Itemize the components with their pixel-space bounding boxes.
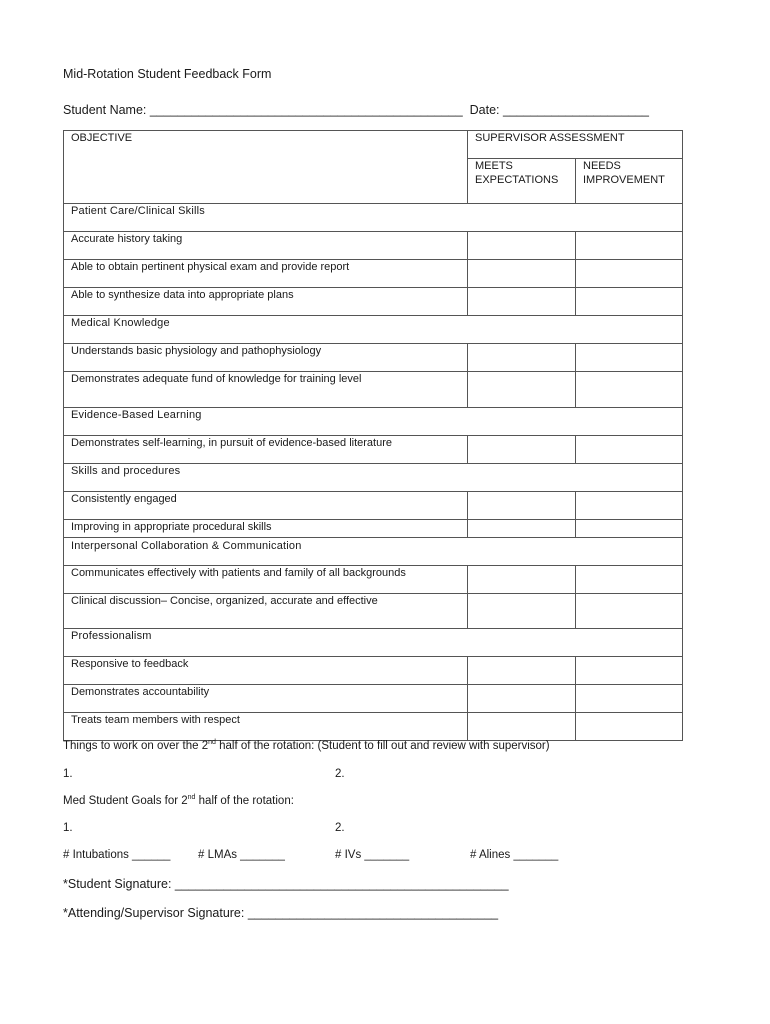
meets-expectations-cell[interactable] [468,260,576,288]
work-on-item-1[interactable]: 1. [63,768,73,780]
meets-expectations-cell[interactable] [468,594,576,629]
meets-expectations-cell[interactable] [468,232,576,260]
attending-signature-field[interactable]: *Attending/Supervisor Signature: ____________________________________ [63,906,499,920]
lmas-count-field[interactable]: # LMAs _______ [198,849,285,861]
needs-improvement-cell[interactable] [576,566,683,594]
meets-expectations-cell[interactable] [468,685,576,713]
student-signature-field[interactable]: *Student Signature: ________________________________________________ [63,877,509,891]
objective-item: Treats team members with respect [64,713,468,741]
objective-item: Demonstrates accountability [64,685,468,713]
student-name-field[interactable]: _____________________________________________ [149,103,463,117]
needs-improvement-cell[interactable] [576,436,683,464]
needs-improvement-cell[interactable] [576,594,683,629]
meets-expectations-cell[interactable] [468,520,576,538]
work-on-text: Things to work on over the 2 [63,740,209,752]
needs-improvement-cell[interactable] [576,685,683,713]
meets-label-line2: EXPECTATIONS [475,174,559,186]
meets-expectations-cell[interactable] [468,288,576,316]
goals-heading [63,795,294,807]
form-title: Mid-Rotation Student Feedback Form [63,67,272,81]
category-row: Interpersonal Collaboration & Communication [64,538,683,566]
meets-expectations-cell[interactable] [468,492,576,520]
needs-improvement-cell[interactable] [576,372,683,408]
date-field[interactable]: _____________________ [503,103,650,117]
meets-expectations-cell[interactable] [468,657,576,685]
ivs-count-field[interactable]: # IVs _______ [335,849,410,861]
meets-expectations-cell[interactable] [468,436,576,464]
meets-expectations-cell[interactable] [468,713,576,741]
objective-item: Able to synthesize data into appropriate plans [64,288,468,316]
objective-item: Demonstrates adequate fund of knowledge for training level [64,372,468,408]
goals-text: Med Student Goals for 2 [63,795,188,807]
needs-improvement-cell[interactable] [576,232,683,260]
category-row: Skills and procedures [64,464,683,492]
student-name-label: Student Name: [63,103,150,117]
alines-count-field[interactable]: # Alines _______ [470,849,559,861]
intubations-count-field[interactable]: # Intubations ______ [63,849,171,861]
work-on-sup: nd [208,739,216,747]
supervisor-assessment-header: SUPERVISOR ASSESSMENT [468,131,683,159]
meets-expectations-cell[interactable] [468,566,576,594]
needs-improvement-cell[interactable] [576,260,683,288]
needs-label-line1: NEEDS [583,160,621,172]
goal-item-1[interactable]: 1. [63,822,73,834]
student-name-line [63,103,649,117]
date-label: Date: [469,103,504,117]
category-row: Professionalism [64,629,683,657]
needs-improvement-cell[interactable] [576,657,683,685]
objective-item: Able to obtain pertinent physical exam and provide report [64,260,468,288]
objective-item: Clinical discussion– Concise, organized, accurate and effective [64,594,468,629]
objective-item: Understands basic physiology and pathophysiology [64,344,468,372]
needs-improvement-cell[interactable] [576,288,683,316]
objective-item: Communicates effectively with patients and family of all backgrounds [64,566,468,594]
objective-item: Accurate history taking [64,232,468,260]
meets-expectations-header [468,159,576,204]
category-row: Medical Knowledge [64,316,683,344]
objective-header: OBJECTIVE [64,131,468,204]
needs-improvement-cell[interactable] [576,492,683,520]
goal-item-2[interactable]: 2. [335,822,345,834]
work-on-text-rest: half of the rotation: (Student to fill out and review with supervisor) [215,740,550,752]
meets-expectations-cell[interactable] [468,372,576,408]
needs-label-line2: IMPROVEMENT [583,174,665,186]
needs-improvement-cell[interactable] [576,713,683,741]
goals-sup: nd [187,794,196,802]
meets-label-line1: MEETS [475,160,513,172]
needs-improvement-header [576,159,683,204]
category-row: Evidence-Based Learning [64,408,683,436]
work-on-item-2[interactable]: 2. [335,768,345,780]
things-to-work-on [63,740,550,752]
assessment-table [63,130,683,741]
meets-expectations-cell[interactable] [468,344,576,372]
goals-text-rest: half of the rotation: [195,795,294,807]
objective-item: Consistently engaged [64,492,468,520]
objective-item: Demonstrates self-learning, in pursuit of evidence-based literature [64,436,468,464]
objective-item: Responsive to feedback [64,657,468,685]
objective-item: Improving in appropriate procedural skills [64,520,468,538]
needs-improvement-cell[interactable] [576,520,683,538]
needs-improvement-cell[interactable] [576,344,683,372]
category-row: Patient Care/Clinical Skills [64,204,683,232]
